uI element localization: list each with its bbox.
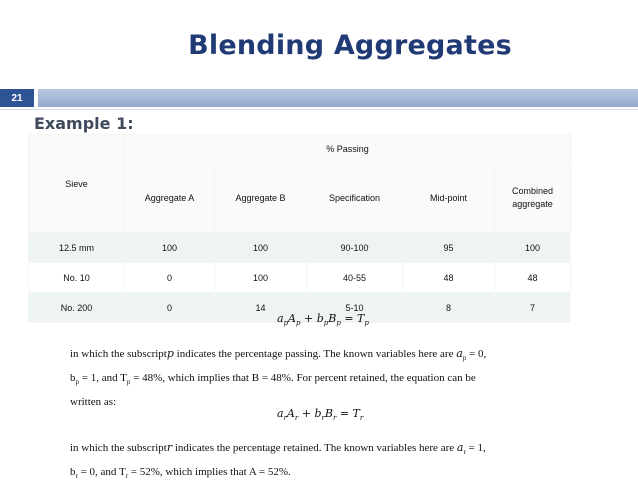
table-cell: 40-55 (307, 263, 403, 293)
table-cell: 100 (215, 233, 307, 263)
table-cell: 48 (403, 263, 495, 293)
equation-passing: $a_pA_p + b_pB_p = T_p$ (277, 312, 369, 328)
paragraph-passing: in which the subscriptp indicates the percentage passing. The known variables here are $a_p = 0$, $b_p = 1$, and $T_p = 48\%$, which implies that B = 48%. For percent retained, the equation can be written as: (70, 347, 487, 409)
slide-number: 21 (0, 89, 34, 107)
table-cell: 0 (125, 293, 215, 323)
column-header: Combined aggregate (495, 164, 571, 233)
table-header-row (29, 135, 571, 164)
column-header: Specification (307, 164, 403, 233)
table-row (29, 263, 571, 293)
table-cell: 90-100 (307, 233, 403, 263)
paragraph-retained: in which the subscriptr indicates the percentage retained. The known variables here are $a_r = 1$, $b_r = 0$, and $T_r = 52\%$, which implies that A = 52%. (70, 441, 486, 481)
column-header: Mid-point (403, 164, 495, 233)
example-label: Example 1: (34, 114, 134, 133)
table-cell: 48 (495, 263, 571, 293)
column-header: Aggregate B (215, 164, 307, 233)
table-cell: 7 (495, 293, 571, 323)
table-cell: No. 10 (29, 263, 125, 293)
table-cell: 14 (215, 293, 307, 323)
slide-title: Blending Aggregates (188, 30, 512, 61)
table-cell: 12.5 mm (29, 233, 125, 263)
table-row (29, 233, 571, 263)
table-cell: 8 (403, 293, 495, 323)
table-cell: 100 (125, 233, 215, 263)
header-rule (0, 109, 638, 110)
gradation-table (28, 134, 570, 320)
table-cell: 95 (403, 233, 495, 263)
header-bar (38, 89, 638, 107)
table-cell: 5-10 (307, 293, 403, 323)
table-cell: 100 (215, 263, 307, 293)
column-header: Aggregate A (125, 164, 215, 233)
sieve-header: Sieve (29, 135, 125, 233)
table-cell: No. 200 (29, 293, 125, 323)
table-cell: 100 (495, 233, 571, 263)
table-cell: 0 (125, 263, 215, 293)
equation-retained: $a_rA_r + b_rB_r = T_r$ (277, 407, 364, 423)
header-band (0, 89, 638, 107)
passing-header: % Passing (125, 135, 571, 164)
